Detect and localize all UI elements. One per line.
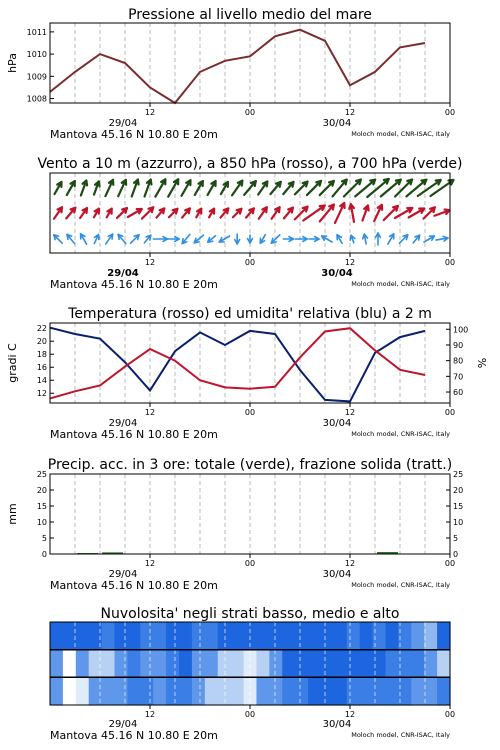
cloud-cell-basso [360, 677, 374, 705]
temperature-source: Moloch model, CNR-ISAC, Italy [351, 430, 450, 438]
cloud-cell-basso [308, 677, 322, 705]
cloud-cell-basso [411, 677, 425, 705]
cloud-cell-alto [50, 622, 64, 650]
humidity-ytick-label: 90 [453, 340, 464, 350]
precipitation-right-ytick-label: 20 [453, 486, 464, 495]
cloud-location: Mantova 45.16 N 10.80 E 20m [50, 729, 218, 742]
cloud-cell-medio [437, 650, 451, 678]
precipitation-ylabel: mm [6, 503, 19, 525]
cloud-cell-basso [231, 677, 245, 705]
cloud-cell-basso [295, 677, 309, 705]
cloud-cell-alto [140, 622, 154, 650]
cloud-cell-medio [179, 650, 193, 678]
precipitation-ytick-label: 0 [41, 550, 47, 559]
humidity-ytick-label: 60 [453, 388, 464, 398]
pressure-ytick-label: 1010 [26, 50, 47, 60]
cloud-cell-alto [269, 622, 283, 650]
temperature-ytick-label: 14 [36, 376, 47, 386]
pressure-location: Mantova 45.16 N 10.80 E 20m [50, 128, 218, 141]
cloud-cell-medio [347, 650, 361, 678]
cloud-cell-alto [166, 622, 180, 650]
cloud-cell-alto [282, 622, 296, 650]
pressure-xtick-label: 12 [144, 108, 156, 117]
precipitation-right-ytick-label: 0 [453, 550, 459, 559]
temperature-xtick-label: 00 [244, 408, 256, 417]
precipitation-right-ytick-label: 10 [453, 518, 464, 527]
cloud-cell-medio [385, 650, 399, 678]
pressure-date-1: 29/04 [108, 118, 138, 129]
cloud-cell-medio [269, 650, 283, 678]
precipitation-source: Moloch model, CNR-ISAC, Italy [351, 581, 450, 589]
precipitation-right-ytick-label: 25 [453, 470, 464, 479]
cloud-cell-medio [295, 650, 309, 678]
wind-location: Mantova 45.16 N 10.80 E 20m [50, 278, 218, 291]
precipitation-location: Mantova 45.16 N 10.80 E 20m [50, 579, 218, 592]
wind-date-2: 30/04 [321, 268, 353, 279]
cloud-cell-medio [153, 650, 167, 678]
precipitation-ytick-label: 25 [36, 470, 47, 479]
cloud-cell-basso [76, 677, 90, 705]
precipitation-title: Precip. acc. in 3 ore: totale (verde), frazione solida (tratt.) [47, 457, 453, 473]
cloud-cell-alto [385, 622, 399, 650]
pressure-xtick-label: 12 [344, 108, 356, 117]
cloud-source: Moloch model, CNR-ISAC, Italy [351, 731, 450, 739]
pressure-ylabel: hPa [6, 53, 19, 73]
pressure-date-2: 30/04 [322, 118, 352, 129]
cloud-xtick-label: 00 [444, 710, 456, 719]
cloud-cell-basso [218, 677, 232, 705]
cloud-cell-basso [269, 677, 283, 705]
cloud-cell-alto [411, 622, 425, 650]
cloud-cell-alto [102, 622, 116, 650]
precipitation-ytick-label: 10 [36, 518, 47, 527]
wind-source: Moloch model, CNR-ISAC, Italy [351, 280, 450, 288]
cloud-cell-alto [334, 622, 348, 650]
cloud-cell-medio [205, 650, 219, 678]
precipitation-ytick-label: 15 [36, 502, 47, 511]
temperature-ytick-label: 12 [36, 389, 47, 399]
cloud-cell-alto [295, 622, 309, 650]
cloud-cell-basso [127, 677, 141, 705]
pressure-ytick-label: 1009 [26, 72, 47, 82]
precipitation-right-ytick-label: 15 [453, 502, 464, 511]
cloud-cell-alto [424, 622, 438, 650]
temperature-ytick-label: 16 [36, 363, 47, 373]
wind-title: Vento a 10 m (azzurro), a 850 hPa (rosso), a 700 hPa (verde) [37, 156, 463, 172]
temperature-xtick-label: 00 [444, 408, 456, 417]
cloud-date-2: 30/04 [322, 719, 352, 730]
cloud-title: Nuvolosita' negli strati basso, medio e alto [100, 606, 400, 622]
precipitation-ytick-label: 5 [41, 534, 47, 543]
humidity-ytick-label: 80 [453, 356, 464, 366]
cloud-cell-basso [179, 677, 193, 705]
cloud-cell-medio [115, 650, 129, 678]
cloud-cell-basso [153, 677, 167, 705]
pressure-title: Pressione al livello medio del mare [128, 7, 372, 23]
wind-xtick-label: 12 [144, 258, 156, 267]
temperature-location: Mantova 45.16 N 10.80 E 20m [50, 428, 218, 441]
cloud-cell-alto [153, 622, 167, 650]
cloud-cell-medio [308, 650, 322, 678]
pressure-source: Moloch model, CNR-ISAC, Italy [351, 130, 450, 138]
cloud-cell-basso [282, 677, 296, 705]
cloud-cell-alto [205, 622, 219, 650]
cloud-cell-medio [76, 650, 90, 678]
cloud-cell-alto [127, 622, 141, 650]
precipitation-xtick-label: 12 [144, 559, 156, 568]
wind-xtick-label: 00 [444, 258, 456, 267]
cloud-cell-alto [76, 622, 90, 650]
cloud-cell-alto [231, 622, 245, 650]
precipitation-date-1: 29/04 [108, 569, 138, 580]
cloud-cell-basso [63, 677, 77, 705]
cloud-cell-basso [102, 677, 116, 705]
temperature-title: Temperatura (rosso) ed umidita' relativa (blu) a 2 m [68, 306, 432, 322]
cloud-cell-basso [50, 677, 64, 705]
wind-xtick-label: 12 [344, 258, 356, 267]
cloud-cell-basso [347, 677, 361, 705]
temperature-ytick-label: 18 [36, 350, 47, 360]
cloud-cell-alto [437, 622, 451, 650]
precipitation-xtick-label: 00 [444, 559, 456, 568]
cloud-cell-basso [398, 677, 412, 705]
cloud-date-1: 29/04 [108, 719, 138, 730]
cloud-cell-medio [140, 650, 154, 678]
cloud-cell-alto [63, 622, 77, 650]
cloud-cell-alto [256, 622, 270, 650]
cloud-xtick-label: 12 [344, 710, 356, 719]
precipitation-xtick-label: 12 [344, 559, 356, 568]
cloud-cell-alto [115, 622, 129, 650]
cloud-cell-medio [218, 650, 232, 678]
temperature-date-2: 30/04 [322, 418, 352, 429]
cloud-cell-medio [360, 650, 374, 678]
temperature-ytick-label: 20 [36, 337, 47, 347]
cloud-cell-basso [424, 677, 438, 705]
cloud-cell-basso [437, 677, 451, 705]
cloud-cell-medio [50, 650, 64, 678]
cloud-cell-alto [308, 622, 322, 650]
cloud-xtick-label: 12 [144, 710, 156, 719]
temperature-xtick-label: 12 [144, 408, 156, 417]
wind-xtick-label: 00 [244, 258, 256, 267]
cloud-cell-medio [398, 650, 412, 678]
cloud-cell-basso [192, 677, 206, 705]
cloud-cell-alto [192, 622, 206, 650]
cloud-cell-alto [398, 622, 412, 650]
cloud-cell-medio [166, 650, 180, 678]
pressure-xtick-label: 00 [244, 108, 256, 117]
wind-date-1: 29/04 [107, 268, 139, 279]
cloud-cell-medio [192, 650, 206, 678]
cloud-cell-alto [179, 622, 193, 650]
cloud-cell-basso [256, 677, 270, 705]
precipitation-right-ytick-label: 5 [453, 534, 459, 543]
cloud-cell-basso [140, 677, 154, 705]
pressure-ytick-label: 1008 [26, 94, 47, 104]
temperature-xtick-label: 12 [344, 408, 356, 417]
cloud-xtick-label: 00 [244, 710, 256, 719]
cloud-cell-alto [218, 622, 232, 650]
cloud-cell-medio [102, 650, 116, 678]
cloud-cell-medio [424, 650, 438, 678]
precipitation-date-2: 30/04 [322, 569, 352, 580]
cloud-cell-medio [321, 650, 335, 678]
humidity-ytick-label: 100 [453, 325, 469, 335]
humidity-ytick-label: 70 [453, 372, 464, 382]
cloud-cell-basso [385, 677, 399, 705]
cloud-cell-medio [411, 650, 425, 678]
cloud-cell-basso [115, 677, 129, 705]
humidity-ylabel: % [476, 357, 489, 369]
cloud-cell-medio [256, 650, 270, 678]
cloud-cell-basso [321, 677, 335, 705]
cloud-cell-basso [166, 677, 180, 705]
precipitation-ytick-label: 20 [36, 486, 47, 495]
precipitation-xtick-label: 00 [244, 559, 256, 568]
cloud-cell-medio [334, 650, 348, 678]
cloud-cell-medio [231, 650, 245, 678]
cloud-cell-alto [321, 622, 335, 650]
temperature-ylabel: gradi C [6, 343, 19, 383]
cloud-cell-alto [347, 622, 361, 650]
cloud-cell-medio [127, 650, 141, 678]
temperature-ytick-label: 22 [36, 324, 47, 334]
cloud-cell-alto [360, 622, 374, 650]
cloud-cell-medio [282, 650, 296, 678]
pressure-ytick-label: 1011 [26, 27, 47, 37]
cloud-cell-basso [334, 677, 348, 705]
pressure-xtick-label: 00 [444, 108, 456, 117]
temperature-date-1: 29/04 [108, 418, 138, 429]
cloud-cell-medio [63, 650, 77, 678]
cloud-cell-basso [205, 677, 219, 705]
